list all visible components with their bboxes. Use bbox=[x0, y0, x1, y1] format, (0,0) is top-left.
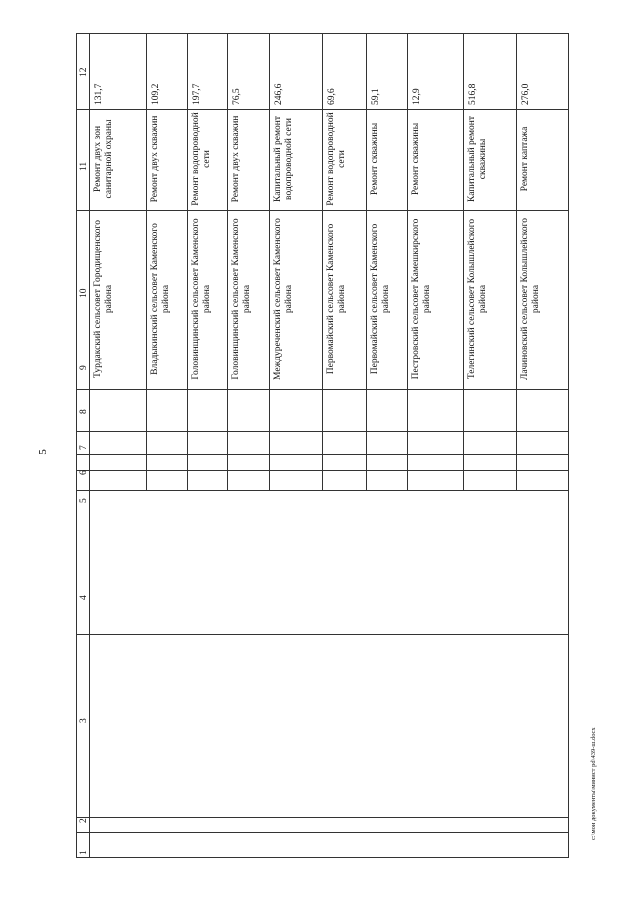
grid-line bbox=[146, 33, 147, 490]
grid-line bbox=[227, 33, 228, 490]
grid-line bbox=[76, 33, 77, 858]
cell-district: Пестровский сельсовет Камешкирского района bbox=[411, 218, 432, 380]
cell-work: Ремонт каптажа bbox=[520, 126, 530, 192]
grid-line bbox=[366, 33, 367, 490]
cell-district: Телегинский сельсовет Колышлейского района bbox=[467, 218, 488, 380]
grid-line bbox=[76, 634, 569, 635]
cell-work: Капитальный ремонт водопроводной сети bbox=[273, 116, 294, 203]
col-number-12: 12 bbox=[79, 67, 89, 77]
page-number: 5 bbox=[36, 449, 49, 455]
grid-line bbox=[568, 33, 569, 858]
grid-line bbox=[76, 817, 569, 818]
grid-line bbox=[76, 857, 569, 858]
cell-amount: 109,2 bbox=[151, 83, 161, 105]
grid-line bbox=[516, 33, 517, 490]
cell-work: Ремонт скважины bbox=[411, 122, 421, 196]
cell-work: Ремонт двух зон санитарной охраны bbox=[93, 119, 114, 199]
cell-district: Лачиновский сельсовет Колышлейского района bbox=[520, 217, 541, 381]
cell-amount: 276,0 bbox=[521, 83, 531, 105]
data-table bbox=[76, 33, 569, 858]
grid-line bbox=[407, 33, 408, 490]
cell-work: Капитальный ремонт скважины bbox=[467, 116, 488, 203]
grid-line bbox=[76, 832, 569, 833]
cell-amount: 131,7 bbox=[94, 83, 104, 105]
cell-amount: 59,1 bbox=[371, 88, 381, 105]
cell-amount: 516,8 bbox=[468, 83, 478, 105]
cell-amount: 69,6 bbox=[327, 88, 337, 105]
cell-district: Первомайский сельсовет Каменского района bbox=[370, 223, 391, 375]
cell-amount: 197,7 bbox=[192, 83, 202, 105]
cell-district: Первомайский сельсовет Каменского района bbox=[326, 223, 347, 375]
cell-district: Турдакский сельсовет Городищенского района bbox=[93, 220, 114, 378]
col-number-6: 6 bbox=[79, 470, 89, 475]
col-number-3: 3 bbox=[79, 718, 89, 723]
footer-path: c:\мои документы\минист pd\439-ш.docx bbox=[590, 727, 597, 840]
cell-amount: 76,5 bbox=[232, 88, 242, 105]
cell-district: Междуреченский сельсовет Каменского района bbox=[273, 218, 294, 380]
col-number-10: 10 bbox=[79, 288, 89, 298]
col-number-2: 2 bbox=[79, 818, 89, 823]
grid-line bbox=[76, 490, 569, 491]
cell-district: Головинщинский сельсовет Каменского района bbox=[231, 218, 252, 380]
grid-line bbox=[463, 33, 464, 490]
col-number-7: 7 bbox=[79, 445, 89, 450]
cell-work: Ремонт двух скважин bbox=[150, 115, 160, 203]
cell-work: Ремонт водопроводной сети bbox=[191, 112, 212, 206]
cell-work: Ремонт водопроводной сети bbox=[326, 112, 347, 206]
col-number-11: 11 bbox=[79, 161, 89, 171]
col-number-1: 1 bbox=[79, 850, 89, 855]
grid-line bbox=[187, 33, 188, 490]
grid-line bbox=[322, 33, 323, 490]
cell-work: Ремонт двух скважин bbox=[231, 115, 241, 203]
col-number-8: 8 bbox=[79, 409, 89, 414]
cell-district: Владыкинский сельсовет Каменского района bbox=[150, 223, 171, 375]
cell-work: Ремонт скважины bbox=[370, 122, 380, 196]
cell-amount: 12,9 bbox=[412, 88, 422, 105]
col-number-5: 5 bbox=[79, 498, 89, 503]
col-number-4: 4 bbox=[79, 595, 89, 600]
cell-district: Головинщинский сельсовет Каменского района bbox=[191, 218, 212, 380]
cell-amount: 246,6 bbox=[274, 83, 284, 105]
grid-line bbox=[269, 33, 270, 490]
col-number-9: 9 bbox=[79, 365, 89, 370]
